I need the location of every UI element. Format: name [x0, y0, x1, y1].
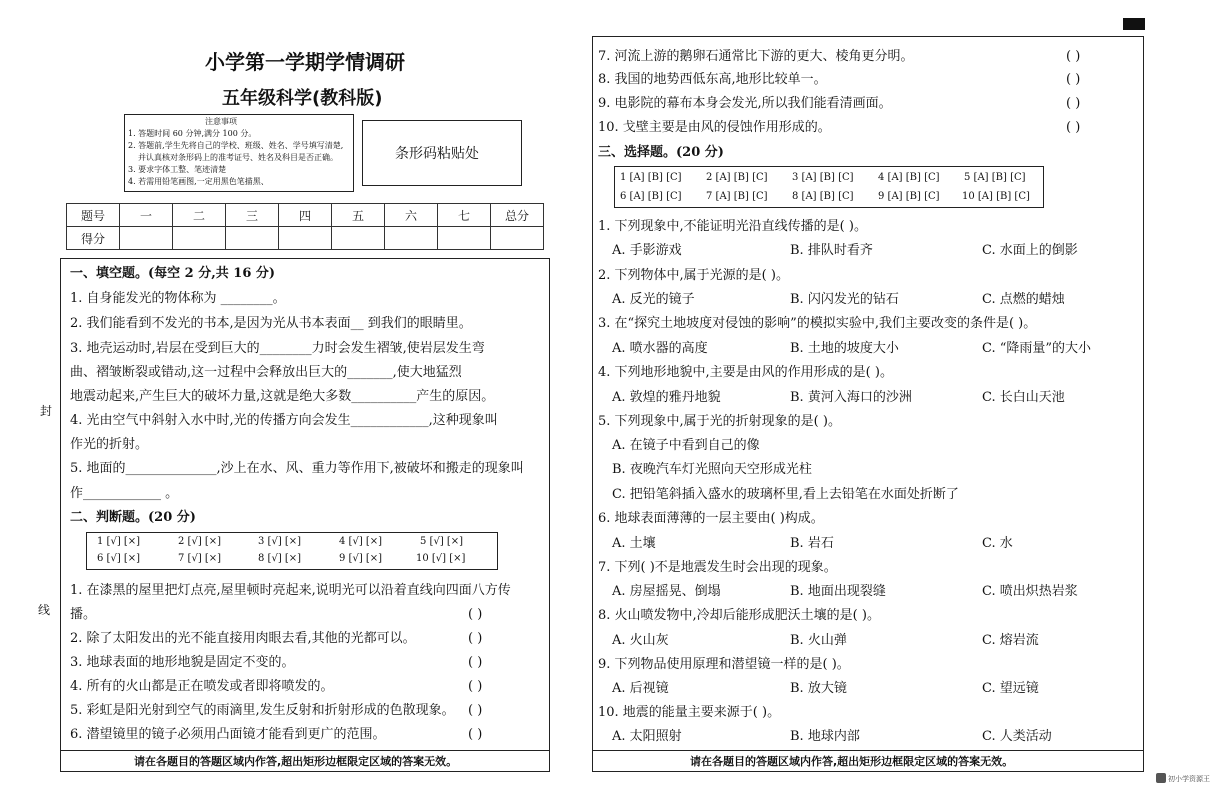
section1-line: 2. 我们能看到不发光的书本,是因为光从书本表面__ 到我们的眼睛里。	[70, 316, 472, 331]
choice-answer-cell[interactable]: 4 [A] [B] [C]	[878, 172, 940, 183]
score-cell[interactable]	[332, 227, 385, 250]
score-row-label: 得分	[67, 227, 120, 250]
choice-option: C. 水	[982, 536, 1013, 551]
choice-option: C. 水面上的倒影	[982, 243, 1078, 258]
judge-question: 10. 戈壁主要是由风的侵蚀作用形成的。	[598, 120, 831, 135]
choice-answer-cell[interactable]: 3 [A] [B] [C]	[792, 172, 854, 183]
choice-option: B. 地球内部	[790, 729, 860, 744]
judge-answer-cell[interactable]: 6 [√] [×]	[97, 553, 141, 564]
score-header-cell: 七	[438, 204, 491, 227]
choice-option: B. 排队时看齐	[790, 243, 873, 258]
left-footer-divider	[60, 750, 550, 751]
choice-question: 7. 下列( )不是地震发生时会出现的现象。	[598, 560, 837, 575]
section2-title: 二、判断题。(20 分)	[70, 510, 196, 525]
score-header-cell: 总分	[491, 204, 544, 227]
score-header-cell: 一	[120, 204, 173, 227]
judge-question: 1. 在漆黑的屋里把灯点亮,屋里顿时亮起来,说明光可以沿着直线向四面八方传	[70, 583, 511, 598]
score-table	[66, 203, 544, 250]
choice-option: B. 闪闪发光的钻石	[790, 292, 899, 307]
judge-answer-paren[interactable]: ( )	[468, 727, 483, 742]
choice-answer-cell[interactable]: 6 [A] [B] [C]	[620, 191, 682, 202]
judge-answer-cell[interactable]: 1 [√] [×]	[97, 536, 141, 547]
judge-answer-paren[interactable]: ( )	[1066, 49, 1081, 64]
choice-question: 3. 在“探究土地坡度对侵蚀的影响”的模拟实验中,我们主要改变的条件是( )。	[598, 316, 1037, 331]
choice-option: A. 反光的镜子	[612, 292, 695, 307]
watermark-text: 初小学资源王	[1168, 775, 1210, 783]
choice-option: C. “降雨量”的大小	[982, 341, 1092, 356]
judge-answer-paren[interactable]: ( )	[1066, 72, 1081, 87]
score-header-cell: 二	[173, 204, 226, 227]
choice-option: C. 人类活动	[982, 729, 1052, 744]
section3-title: 三、选择题。(20 分)	[598, 145, 724, 160]
exam-subtitle: 五年级科学(教科版)	[222, 88, 383, 109]
score-cell[interactable]	[438, 227, 491, 250]
side-mark: 线	[38, 603, 51, 617]
judge-answer-cell[interactable]: 4 [√] [×]	[339, 536, 383, 547]
choice-option: A. 在镜子中看到自己的像	[612, 438, 760, 453]
choice-answer-cell[interactable]: 8 [A] [B] [C]	[792, 191, 854, 202]
choice-option: A. 土壤	[612, 536, 656, 551]
choice-option: C. 望远镜	[982, 681, 1039, 696]
judge-answer-paren[interactable]: ( )	[468, 655, 483, 670]
choice-question: 5. 下列现象中,属于光的折射现象的是( )。	[598, 414, 841, 429]
score-cell[interactable]	[279, 227, 332, 250]
corner-mark	[1123, 18, 1145, 30]
judge-answer-paren[interactable]: ( )	[468, 607, 483, 622]
choice-answer-cell[interactable]: 1 [A] [B] [C]	[620, 172, 682, 183]
judge-answer-cell[interactable]: 10 [√] [×]	[416, 553, 466, 564]
section1-line: 3. 地壳运动时,岩层在受到巨大的________力时会发生褶皱,使岩层发生弯	[70, 341, 485, 356]
judge-answer-paren[interactable]: ( )	[468, 703, 483, 718]
judge-question: 2. 除了太阳发出的光不能直接用肉眼去看,其他的光都可以。	[70, 631, 416, 646]
choice-option: B. 火山弹	[790, 633, 847, 648]
barcode-label: 条形码粘贴处	[395, 146, 479, 162]
section1-line: 1. 自身能发光的物体称为 ________。	[70, 291, 286, 306]
choice-option: A. 房屋摇晃、倒塌	[612, 584, 721, 599]
choice-answer-cell[interactable]: 7 [A] [B] [C]	[706, 191, 768, 202]
score-cell[interactable]	[173, 227, 226, 250]
choice-option: A. 手影游戏	[612, 243, 682, 258]
choice-option: A. 敦煌的雅丹地貌	[612, 390, 721, 405]
section1-line: 曲、褶皱断裂或错动,这一过程中会释放出巨大的_______,使大地猛烈	[70, 365, 462, 380]
section1-line: 作____________ 。	[70, 486, 179, 501]
section1-line: 作光的折射。	[70, 437, 149, 452]
judge-question: 4. 所有的火山都是正在喷发或者即将喷发的。	[70, 679, 334, 694]
judge-answer-paren[interactable]: ( )	[1066, 120, 1081, 135]
choice-question: 2. 下列物体中,属于光源的是( )。	[598, 268, 789, 283]
side-mark: 封	[40, 404, 53, 418]
choice-option: C. 长白山天池	[982, 390, 1065, 405]
judge-answer-cell[interactable]: 7 [√] [×]	[178, 553, 222, 564]
choice-answer-cell[interactable]: 10 [A] [B] [C]	[962, 191, 1030, 202]
choice-question: 1. 下列现象中,不能证明光沿直线传播的是( )。	[598, 219, 867, 234]
judge-question: 6. 潜望镜里的镜子必须用凸面镜才能看到更广的范围。	[70, 727, 386, 742]
choice-option: B. 放大镜	[790, 681, 847, 696]
right-footer-divider	[592, 750, 1144, 751]
notice-line: 4. 若需用铅笔画图,一定用黑色笔描黑、	[128, 177, 269, 186]
choice-option: A. 喷水器的高度	[612, 341, 708, 356]
score-cell[interactable]	[226, 227, 279, 250]
score-header-cell: 题号	[67, 204, 120, 227]
choice-option: C. 把铅笔斜插入盛水的玻璃杯里,看上去铅笔在水面处折断了	[612, 487, 959, 502]
notice-title: 注意事项	[205, 117, 237, 126]
choice-question: 8. 火山喷发物中,冷却后能形成肥沃土壤的是( )。	[598, 608, 880, 623]
notice-line: 2. 答题前,学生先将自己的学校、班级、姓名、学号填写清楚,	[128, 141, 344, 150]
notice-line: 1. 答题时间 60 分钟,满分 100 分。	[128, 129, 257, 138]
judge-answer-cell[interactable]: 9 [√] [×]	[339, 553, 383, 564]
exam-title: 小学第一学期学情调研	[205, 50, 405, 74]
choice-answer-cell[interactable]: 5 [A] [B] [C]	[964, 172, 1026, 183]
choice-option: B. 地面出现裂缝	[790, 584, 886, 599]
choice-option: C. 点燃的蜡烛	[982, 292, 1065, 307]
choice-answer-cell[interactable]: 2 [A] [B] [C]	[706, 172, 768, 183]
choice-option: A. 后视镜	[612, 681, 669, 696]
score-header-cell: 六	[385, 204, 438, 227]
score-header-cell: 三	[226, 204, 279, 227]
left-footer-note: 请在各题目的答题区域内作答,超出矩形边框限定区域的答案无效。	[134, 755, 458, 768]
choice-option: B. 岩石	[790, 536, 834, 551]
section1-line: 5. 地面的______________,沙上在水、风、重力等作用下,被破坏和搬走的现象叫	[70, 461, 524, 476]
section1-line: 地震动起来,产生巨大的破坏力量,这就是绝大多数__________产生的原因。	[70, 389, 495, 404]
judge-answer-cell[interactable]: 2 [√] [×]	[178, 536, 222, 547]
notice-line: 并认真核对条形码上的准考证号、姓名及科目是否正确。	[138, 153, 338, 162]
score-table-header-row	[67, 204, 544, 227]
judge-question: 9. 电影院的幕布本身会发光,所以我们能看清画面。	[598, 96, 892, 111]
judge-answer-paren[interactable]: ( )	[468, 679, 483, 694]
choice-question: 4. 下列地形地貌中,主要是由风的作用形成的是( )。	[598, 365, 893, 380]
score-table-score-row	[67, 227, 544, 250]
choice-answer-cell[interactable]: 9 [A] [B] [C]	[878, 191, 940, 202]
score-cell[interactable]	[491, 227, 544, 250]
choice-option: B. 土地的坡度大小	[790, 341, 899, 356]
judge-answer-cell[interactable]: 8 [√] [×]	[258, 553, 302, 564]
judge-answer-cell[interactable]: 3 [√] [×]	[258, 536, 302, 547]
choice-option: A. 太阳照射	[612, 729, 682, 744]
choice-question: 10. 地震的能量主要来源于( )。	[598, 705, 781, 720]
notice-line: 3. 要求字体工整、笔迹清楚	[128, 165, 227, 174]
choice-question: 9. 下列物品使用原理和潜望镜一样的是( )。	[598, 657, 850, 672]
choice-option: C. 喷出炽热岩浆	[982, 584, 1078, 599]
judge-question: 5. 彩虹是阳光射到空气的雨滴里,发生反射和折射形成的色散现象。	[70, 703, 455, 718]
choice-option: B. 黄河入海口的沙洲	[790, 390, 912, 405]
judge-question: 3. 地球表面的地形地貌是固定不变的。	[70, 655, 295, 670]
section1-title: 一、填空题。(每空 2 分,共 16 分)	[70, 266, 276, 281]
judge-question: 7. 河流上游的鹅卵石通常比下游的更大、棱角更分明。	[598, 49, 914, 64]
watermark-logo	[1156, 773, 1166, 783]
score-header-cell: 五	[332, 204, 385, 227]
score-cell[interactable]	[120, 227, 173, 250]
section1-line: 4. 光由空气中斜射入水中时,光的传播方向会发生____________,这种现象叫	[70, 413, 498, 428]
score-cell[interactable]	[385, 227, 438, 250]
choice-option: C. 熔岩流	[982, 633, 1039, 648]
choice-option: B. 夜晚汽车灯光照向天空形成光柱	[612, 462, 812, 477]
choice-option: A. 火山灰	[612, 633, 669, 648]
score-header-cell: 四	[279, 204, 332, 227]
judge-answer-paren[interactable]: ( )	[1066, 96, 1081, 111]
right-footer-note: 请在各题目的答题区域内作答,超出矩形边框限定区域的答案无效。	[690, 755, 1014, 768]
judge-answer-cell[interactable]: 5 [√] [×]	[420, 536, 464, 547]
judge-question: 播。	[70, 607, 97, 622]
judge-question: 8. 我国的地势西低东高,地形比较单一。	[598, 72, 827, 87]
judge-answer-paren[interactable]: ( )	[468, 631, 483, 646]
choice-question: 6. 地球表面薄薄的一层主要由( )构成。	[598, 511, 824, 526]
